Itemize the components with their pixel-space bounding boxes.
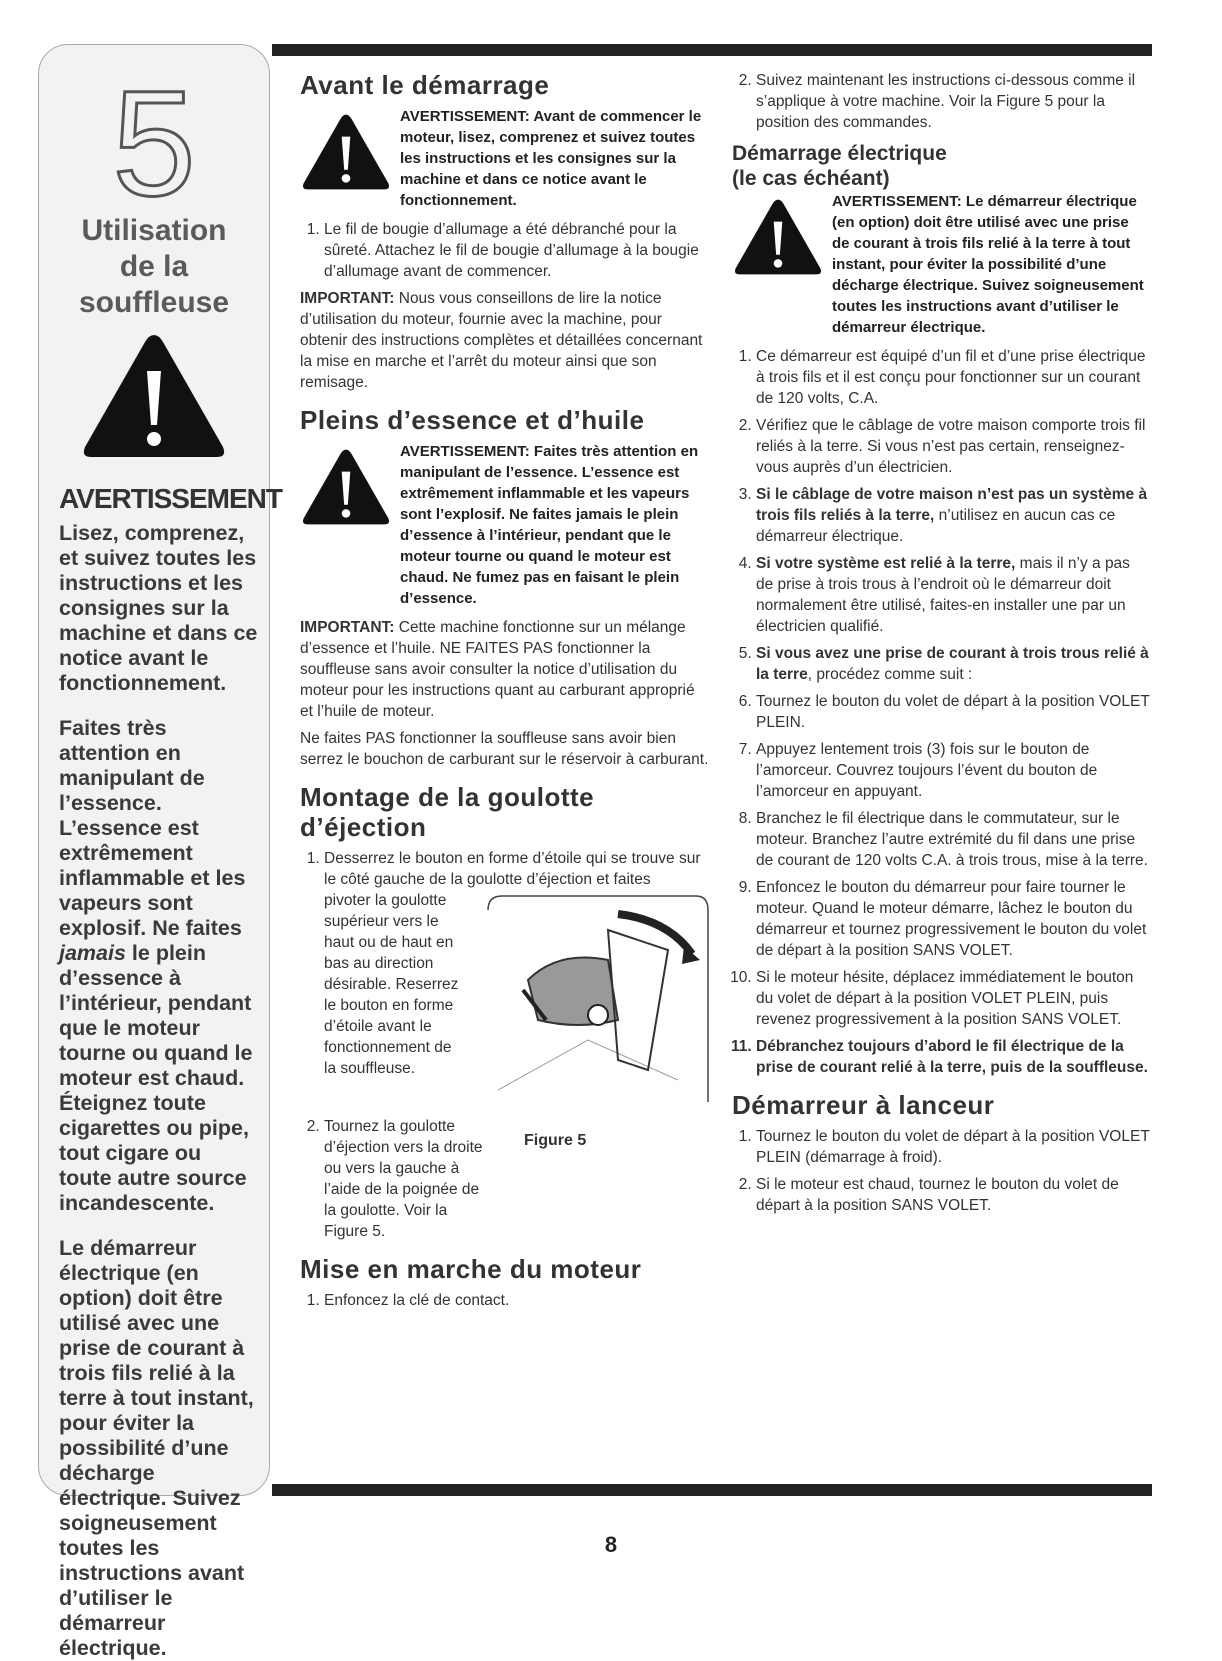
elec-step-6: 6. Tournez le bouton du volet de départ à la position VOLET PLEIN.: [756, 691, 1150, 733]
lanceur-step-1: 1. Tournez le bouton du volet de départ à la position VOLET PLEIN (démarrage à froid).: [756, 1126, 1150, 1168]
heading-pleins: Pleins d’essence et d’huile: [300, 405, 645, 435]
figure-caption: Figure 5: [524, 1132, 587, 1149]
warning-electrique: AVERTISSEMENT: Le démarreur électrique (en option) doit être utilisé avec une prise de courant à trois fils relié à la terre à tout instant, pour éviter la possibilité d’une décharge électrique. Suivez soigneusement toutes les instructions avant d’utiliser le démarreur électrique.: [732, 191, 1150, 338]
important-avant: IMPORTANT: Nous vous conseillons de lire la notice d’utilisation du moteur, fournie avec la machine, pour obtenir des instructions complètes et détaillées concernant la mise en marche et l’arrêt du moteur ainsi que son remisage.: [300, 290, 703, 391]
sidebar-para-2: Faites très attention en manipulant de l’essence. L’essence est extrêmement inflammable et les vapeurs sont explosif. Ne faites jamais le plein d’essence à l’intérieur, pendant que le moteur tourne ou quand le moteur est chaud. Éteignez toute cigarettes ou pipe, tout cigare ou toute autre source incandescente.: [59, 716, 253, 1215]
warning-pleins: AVERTISSEMENT: Faites très attention en manipulant de l’essence. L’essence est extrêmement inflammable et les vapeurs sont l’explosif. Ne faites jamais le plein d’essence à l’intérieur, pendant que le moteur tourne ou quand le moteur est chaud. Ne fumez pas en faisant le plein d’essence.: [300, 441, 710, 609]
lanceur-step-2: 2. Si le moteur est chaud, tournez le bouton du volet de départ à la position SANS VOLET.: [756, 1174, 1150, 1216]
elec-step-5: 5. Si vous avez une prise de courant à trois trous relié à la terre, procédez comme suit :: [756, 643, 1150, 685]
elec-step-3: 3. Si le câblage de votre maison n’est pas un système à trois fils reliés à la terre, n’utilisez en aucun cas ce démarreur électrique.: [756, 484, 1150, 547]
warning-triangle-icon: [39, 329, 269, 469]
elec-step-4: 4. Si votre système est relié à la terre, mais il n’y a pas de prise à trois trous à l’endroit où le démarreur doit normalement être utilisé, faites-en installer une par un électricien qualifié.: [756, 553, 1150, 637]
heading-demarreur-lanceur: Démarreur à lanceur: [732, 1090, 995, 1120]
mise-step-1: 1. Enfoncez la clé de contact.: [324, 1290, 710, 1311]
heading-mise-en-marche: Mise en marche du moteur: [300, 1254, 642, 1284]
pleins-para-2: Ne faites PAS fonctionner la souffleuse sans avoir bien serrez le bouchon de carburant sur le réservoir à carburant.: [300, 730, 709, 768]
chapter-title: Utilisation de la souffleuse: [78, 214, 230, 319]
warning-triangle-icon: [732, 191, 832, 338]
column-2: [732, 70, 1150, 1222]
montage-step-2: 2. Tournez la goulotte d’éjection vers la droite ou vers la gauche à l’aide de la poignée de la goulotte. Voir la Figure 5. Figure 5: [324, 1116, 710, 1242]
elec-step-9: 9. Enfoncez le bouton du démarreur pour faire tourner le moteur. Quand le moteur démarre, lâchez le bouton du démarreur et tournez progressivement le bouton du volet de départ à la position SANS VOLET.: [756, 877, 1150, 961]
sidebar-panel: [38, 44, 282, 1660]
warning-triangle-icon: [300, 441, 400, 609]
important-pleins: IMPORTANT: Cette machine fonctionne sur un mélange d’essence et l’huile. NE FAITES PAS fonctionner la souffleuse sans avoir consulter la notice d’utilisation du moteur pour les instructions quant au carburant approprié et l’huile de moteur.: [300, 619, 695, 720]
heading-avant-demarrage: Avant le démarrage: [300, 70, 550, 100]
sidebar-para-3: Le démarreur électrique (en option) doit être utilisé avec une prise de courant à trois fils relié à la terre à tout instant, pour éviter la possibilité d’une décharge électrique. Suivez soigneusement toutes les instructions avant d’utiliser le démarreur électrique.: [59, 1236, 254, 1660]
mise-step-2: 2. Suivez maintenant les instructions ci-dessous comme il s’applique à votre machine. Voir la Figure 5 pour la position des commandes.: [756, 70, 1150, 133]
montage-step-1: 1. Desserrez le bouton en forme d’étoile qui se trouve sur le côté gauche de la goulotte d’éjection et faites pivoter la goulotte supérieur vers le haut ou de haut en bas au direction désirable. Reserrez le bouton en forme d’étoile avant le fonctionnement de la souffleuse.: [324, 848, 710, 1110]
avant-step-1: 1. Le fil de bougie d’allumage a été débranché pour la sûreté. Attachez le fil de bougie d’allumage à la bougie d’allumage avant de commencer.: [324, 219, 710, 282]
sidebar-warning-heading: AVERTISSEMENT: [59, 483, 282, 514]
bottom-rule: [272, 1484, 1152, 1496]
column-1: [300, 70, 710, 1317]
svg-text:5: 5: [112, 59, 196, 227]
page-number: 8: [604, 1532, 618, 1557]
sidebar-para-1: Lisez, comprenez, et suivez toutes les instructions et les consignes sur la machine et dans ce notice avant le fonctionnement.: [59, 521, 258, 695]
warning-avant: AVERTISSEMENT: Avant de commencer le moteur, lisez, comprenez et suivez toutes les instructions et les consignes sur la machine et dans ce notice avant le fonctionnement.: [300, 106, 710, 211]
elec-step-8: 8. Branchez le fil électrique dans le commutateur, sur le moteur. Branchez l’autre extrémité du fil dans une prise de courant de 120 volts C.A. à trois trous, mise à la terre.: [756, 808, 1150, 871]
elec-step-2: 2. Vérifiez que le câblage de votre maison comporte trois fil reliés à la terre. Si vous n’est pas certain, renseignez-vous auprès d’un électricien.: [756, 415, 1150, 478]
elec-step-1: 1. Ce démarreur est équipé d’un fil et d’une prise électrique à trois fils et il est conçu pour fonctionner sur un courant de 120 volts, C.A.: [756, 346, 1150, 409]
elec-step-10: 10. Si le moteur hésite, déplacez immédiatement le bouton du volet de départ à la position VOLET PLEIN, puis revenez progressivement à la position SANS VOLET.: [756, 967, 1150, 1030]
elec-step-11: 11. Débranchez toujours d’abord le fil électrique de la prise de courant relié à la terre, puis de la souffleuse.: [756, 1036, 1150, 1078]
heading-demarrage-electrique: Démarrage électrique (le cas échéant): [732, 142, 947, 190]
chapter-number: [39, 59, 269, 227]
heading-montage: Montage de la goulotte d’éjection: [300, 782, 595, 842]
warning-triangle-icon: [300, 106, 400, 211]
elec-step-7: 7. Appuyez lentement trois (3) fois sur le bouton de l’amorceur. Couvrez toujours l’évent du bouton de l’amorceur en appuyant.: [756, 739, 1150, 802]
top-rule: [272, 44, 1152, 56]
figure-5-illustration: [468, 890, 710, 1110]
